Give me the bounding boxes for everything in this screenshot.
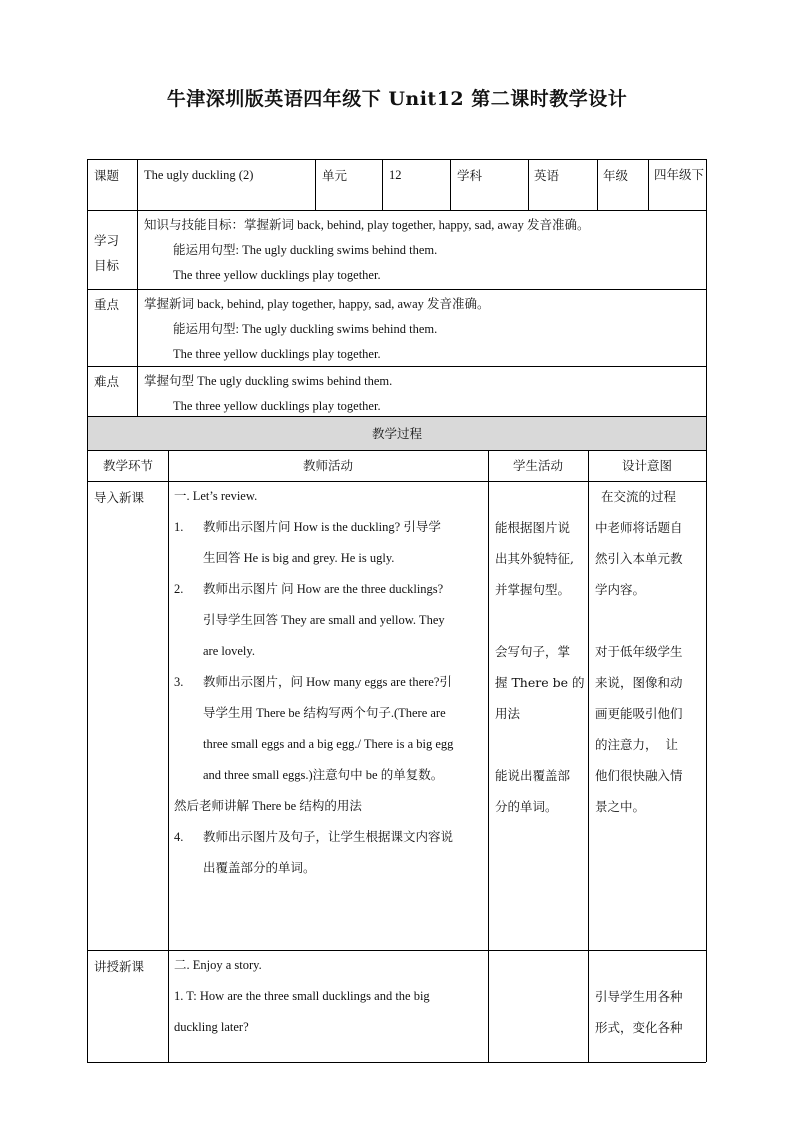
list-item: [174, 574, 486, 667]
column-header-student: 学生活动: [512, 458, 563, 473]
key-points-line: 能运用句型: The ugly duckling swims behind them.: [173, 322, 438, 336]
subject-label: 学科: [457, 168, 483, 183]
intent-line: 引导学生用各种: [595, 989, 683, 1004]
list-item: [174, 512, 486, 574]
column-header-teacher: 教师活动: [302, 458, 353, 473]
item-line: 出覆盖部分的单词。: [203, 861, 316, 875]
subject-value: 英语: [534, 168, 560, 183]
intent-line: 对于低年级学生: [595, 644, 683, 659]
student-line: 能说出覆盖部: [495, 768, 571, 783]
item-line: are lovely.: [203, 644, 255, 658]
intent-line: 然引入本单元教: [595, 551, 683, 566]
item-line: 教师出示图片及句子，让学生根据课文内容说: [203, 830, 454, 844]
list-item: [174, 822, 486, 884]
item-line: and three small eggs.)注意句中 be 的单复数。: [203, 768, 444, 782]
section2-line: 1. T: How are the three small ducklings and the big: [174, 989, 430, 1003]
difficult-points-label: 难点: [94, 374, 120, 389]
section2-line: duckling later?: [174, 1020, 249, 1034]
topic-label: 课题: [94, 168, 120, 183]
column-header-stage: 教学环节: [102, 458, 153, 473]
student-line: 能根据图片说: [495, 520, 571, 535]
student-line: 并掌握句型。: [495, 582, 571, 597]
item-number: 2.: [174, 582, 184, 596]
item-line: 教师出示图片问 How is the duckling? 引导学: [203, 520, 441, 534]
section1-teacher-activity: [174, 481, 486, 884]
objectives-line: 能运用句型: The ugly duckling swims behind them.: [173, 243, 438, 257]
intent-line: 的注意力， 让: [595, 737, 678, 752]
item-line: three small eggs and a big egg./ There is a big egg: [203, 737, 454, 751]
intent-line: 他们很快融入情: [595, 768, 683, 783]
section2-stage: 讲授新课: [94, 959, 145, 974]
objectives-content: [144, 213, 704, 288]
topic-value: The ugly duckling (2): [144, 168, 254, 182]
intent-line: 景之中。: [595, 799, 646, 814]
column-header-intent: 设计意图: [621, 458, 672, 473]
student-line: 握 There be 的: [495, 675, 585, 690]
section1-note: 然后老师讲解 There be 结构的用法: [174, 799, 362, 813]
item-line: 教师出示图片，问 How many eggs are there?引: [203, 675, 452, 689]
objectives-line: 知识与技能目标：掌握新词 back, behind, play together, happy, sad, away 发音准确。: [144, 218, 590, 232]
section2-heading: 二. Enjoy a story.: [174, 958, 262, 972]
student-line: 会写句子，掌: [495, 644, 571, 659]
intent-line: 中老师将话题自: [595, 520, 683, 535]
grade-label: 年级: [603, 168, 629, 183]
item-number: 1.: [174, 520, 184, 534]
item-line: 生回答 He is big and grey. He is ugly.: [203, 551, 395, 565]
student-line: 出其外貌特征,: [495, 551, 574, 566]
section2-teacher-activity: [174, 950, 486, 1043]
item-line: 教师出示图片 问 How are the three ducklings?: [203, 582, 444, 596]
intent-line: 来说，图像和动: [595, 675, 683, 690]
section2-design-intent: [595, 981, 705, 1043]
section1-student-activity: [495, 512, 587, 822]
key-points-label: 重点: [94, 297, 120, 312]
section1-stage: 导入新课: [94, 490, 145, 505]
key-points-line: The three yellow ducklings play together.: [173, 347, 381, 361]
unit-label: 单元: [322, 168, 348, 183]
student-line: 分的单词。: [495, 799, 558, 814]
item-number: 3.: [174, 675, 184, 689]
difficult-points-line: 掌握句型 The ugly duckling swims behind them.: [144, 374, 393, 388]
intent-line: 在交流的过程: [601, 489, 677, 504]
difficult-points-line: The three yellow ducklings play together.: [173, 399, 381, 413]
item-number: 4.: [174, 830, 184, 844]
intent-line: 学内容。: [595, 582, 646, 597]
objectives-line: The three yellow ducklings play together.: [173, 268, 381, 282]
unit-value: 12: [389, 168, 402, 182]
key-points-line: 掌握新词 back, behind, play together, happy, sad, away 发音准确。: [144, 297, 490, 311]
item-line: 引导学生回答 They are small and yellow. They: [203, 613, 445, 627]
student-line: 用法: [495, 706, 521, 721]
grade-value: 四年级下: [654, 167, 705, 182]
page-title: 牛津深圳版英语四年级下 Unit12 第二课时教学设计: [166, 88, 628, 110]
intent-line: 形式，变化各种: [595, 1020, 683, 1035]
intent-line: 画更能吸引他们: [595, 706, 683, 721]
objectives-label: 学习目标: [94, 233, 120, 273]
process-header: 教学过程: [371, 426, 422, 441]
difficult-points-content: [144, 369, 704, 419]
section1-heading: 一. Let’s review.: [174, 489, 258, 503]
section1-design-intent: [595, 481, 705, 822]
item-line: 导学生用 There be 结构写两个句子.(There are: [203, 706, 446, 720]
list-item: [174, 667, 486, 791]
key-points-content: [144, 292, 704, 367]
